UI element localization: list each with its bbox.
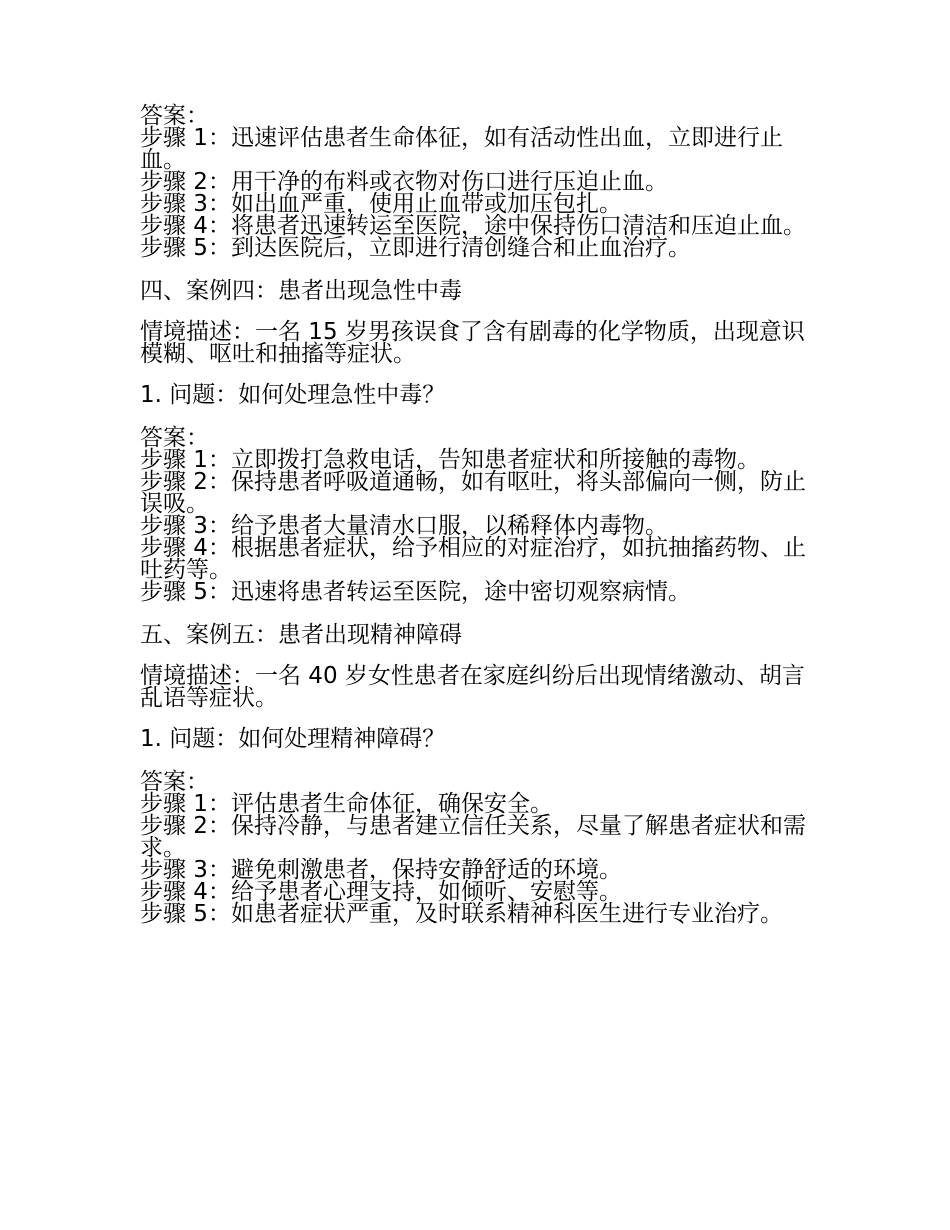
answer-step: 步骤 4：根据患者症状，给予相应的对症治疗，如抗抽搐药物、止吐药等。: [140, 535, 806, 583]
answer-step: 步骤 3：如出血严重，使用止血带或加压包扎。: [140, 191, 622, 217]
section-heading: 五、案例五：患者出现精神障碍: [140, 622, 462, 648]
answer-step: 步骤 1：立即拨打急救电话，告知患者症状和所接触的毒物。: [140, 447, 760, 473]
answer-step: 步骤 1：评估患者生命体征，确保安全。: [140, 791, 553, 817]
question: 1. 问题：如何处理急性中毒？: [140, 382, 446, 408]
answer-step: 步骤 5：到达医院后，立即进行清创缝合和止血治疗。: [140, 235, 691, 261]
answer-step: 步骤 2：用干净的布料或衣物对伤口进行压迫止血。: [140, 169, 668, 195]
answer-step: 步骤 4：给予患者心理支持，如倾听、安慰等。: [140, 879, 622, 905]
case5-answer: [140, 771, 820, 925]
answer-step: 步骤 3：给予患者大量清水口服，以稀释体内毒物。: [140, 513, 668, 539]
section-heading: 四、案例四：患者出现急性中毒: [140, 278, 462, 304]
answer-step: 步骤 2：保持冷静，与患者建立信任关系，尽量了解患者症状和需求。: [140, 813, 806, 861]
answer-step: 步骤 1：迅速评估患者生命体征，如有活动性出血，立即进行止血。: [140, 125, 783, 173]
document-page: [140, 105, 820, 925]
case4-answer: [140, 427, 820, 603]
answer-step: 步骤 5：迅速将患者转运至医院，途中密切观察病情。: [140, 579, 691, 605]
answer-step: 步骤 4：将患者迅速转运至医院，途中保持伤口清洁和压迫止血。: [140, 213, 806, 239]
answer-label: 答案：: [140, 103, 209, 129]
scenario-text: 情境描述：一名 40 岁女性患者在家庭纠纷后出现情绪激动、胡言乱语等症状。: [140, 663, 805, 711]
answer-label: 答案：: [140, 769, 209, 795]
scenario-text: 情境描述：一名 15 岁男孩误食了含有剧毒的化学物质，出现意识模糊、呕吐和抽搐等症状。: [140, 319, 805, 367]
case3-answer: [140, 105, 820, 259]
answer-step: 步骤 5：如患者症状严重，及时联系精神科医生进行专业治疗。: [140, 901, 783, 927]
answer-step: 步骤 3：避免刺激患者，保持安静舒适的环境。: [140, 857, 622, 883]
answer-label: 答案：: [140, 425, 209, 451]
question: 1. 问题：如何处理精神障碍？: [140, 726, 446, 752]
scenario-description: [140, 665, 820, 709]
scenario-description: [140, 321, 820, 365]
answer-step: 步骤 2：保持患者呼吸道通畅，如有呕吐，将头部偏向一侧，防止误吸。: [140, 469, 806, 517]
